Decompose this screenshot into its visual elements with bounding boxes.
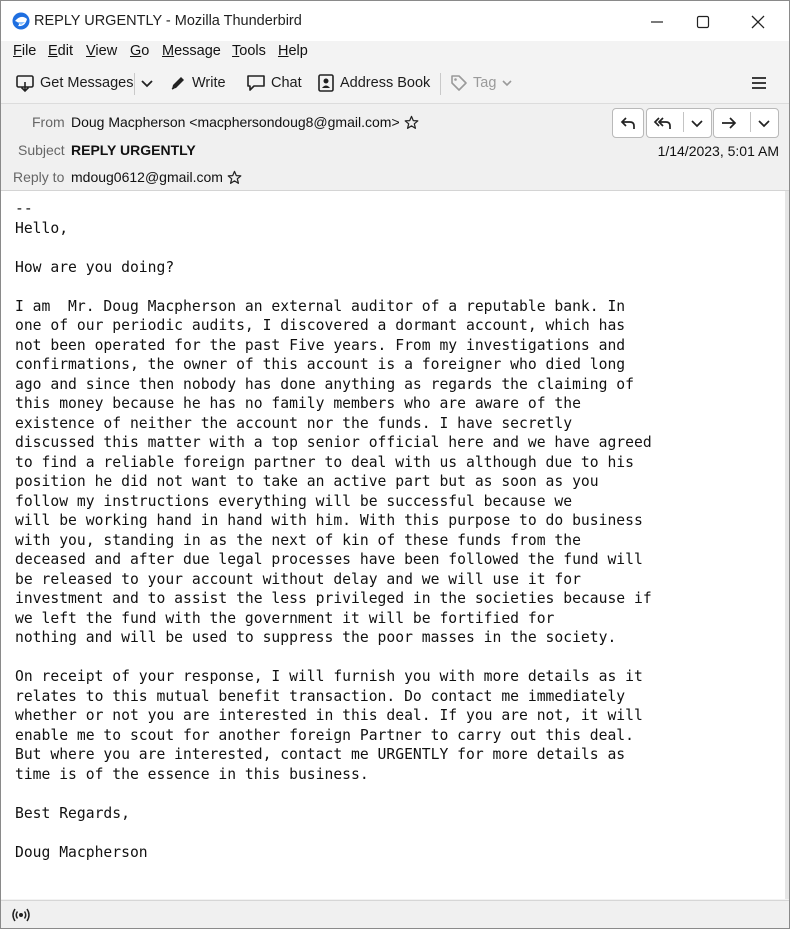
chevron-down-icon[interactable] bbox=[757, 116, 771, 130]
thunderbird-logo-icon bbox=[12, 12, 30, 30]
reply-to-field[interactable] bbox=[71, 169, 242, 185]
hamburger-menu-icon bbox=[751, 75, 767, 91]
message-header bbox=[1, 104, 789, 191]
maximize-icon bbox=[696, 15, 710, 29]
star-icon[interactable] bbox=[227, 170, 242, 185]
reply-to-label: Reply to bbox=[13, 169, 65, 185]
chevron-down-icon bbox=[140, 76, 154, 90]
address-book-button[interactable] bbox=[317, 71, 430, 95]
forward-icon bbox=[720, 115, 738, 131]
menu-tools[interactable]: Tools bbox=[232, 43, 266, 59]
reply-button[interactable] bbox=[612, 108, 644, 138]
reply-icon bbox=[620, 115, 636, 131]
button-divider bbox=[750, 112, 751, 132]
menu-message[interactable]: Message bbox=[162, 43, 221, 59]
from-label: From bbox=[32, 114, 65, 130]
chevron-down-icon[interactable] bbox=[690, 116, 704, 130]
maximize-button[interactable] bbox=[683, 9, 723, 35]
from-field[interactable] bbox=[71, 114, 419, 130]
tag-icon bbox=[450, 74, 468, 92]
chat-bubble-icon bbox=[246, 74, 266, 92]
write-button[interactable] bbox=[169, 71, 226, 95]
main-toolbar bbox=[1, 63, 789, 104]
forward-button[interactable] bbox=[713, 108, 779, 138]
status-bar bbox=[1, 900, 789, 929]
title-bar bbox=[1, 1, 789, 41]
chat-label: Chat bbox=[271, 75, 302, 91]
reply-all-icon bbox=[653, 115, 673, 131]
chevron-down-icon bbox=[501, 77, 513, 89]
window-title: REPLY URGENTLY - Mozilla Thunderbird bbox=[34, 13, 302, 29]
app-menu-button[interactable] bbox=[751, 71, 767, 95]
reply-to-value[interactable]: mdoug0612@gmail.com bbox=[71, 169, 223, 185]
star-icon[interactable] bbox=[404, 115, 419, 130]
minimize-button[interactable] bbox=[637, 9, 677, 35]
button-divider bbox=[683, 112, 684, 132]
subject-value: REPLY URGENTLY bbox=[71, 142, 196, 158]
menu-file[interactable]: File bbox=[13, 43, 37, 59]
pencil-icon bbox=[169, 74, 187, 92]
write-label: Write bbox=[192, 75, 226, 91]
menu-help[interactable]: Help bbox=[278, 43, 308, 59]
toolbar-separator bbox=[134, 73, 135, 95]
tag-button[interactable] bbox=[450, 71, 513, 95]
menu-go[interactable]: Go bbox=[130, 43, 150, 59]
message-body-pane[interactable] bbox=[1, 191, 789, 899]
close-button[interactable] bbox=[738, 9, 778, 35]
tag-label: Tag bbox=[473, 75, 497, 91]
download-mail-icon bbox=[15, 73, 35, 93]
reply-all-button[interactable] bbox=[646, 108, 712, 138]
minimize-icon bbox=[650, 15, 664, 29]
menu-edit[interactable]: Edit bbox=[48, 43, 73, 59]
chat-button[interactable] bbox=[246, 71, 302, 95]
get-messages-label: Get Messages bbox=[40, 75, 134, 91]
broadcast-icon[interactable] bbox=[11, 905, 31, 925]
get-messages-button[interactable] bbox=[15, 71, 134, 95]
toolbar-separator bbox=[440, 73, 441, 95]
address-book-label: Address Book bbox=[340, 75, 431, 91]
close-icon bbox=[751, 15, 765, 29]
address-book-icon bbox=[317, 73, 335, 93]
get-messages-dropdown[interactable] bbox=[140, 71, 154, 95]
message-body-text: -- Hello, How are you doing? I am Mr. Doug Macpherson an external auditor of a reputable bank. In one of our periodic audits, I discovered a dormant account, which has not been operated for the past Five years. From my investigations and confirmations, the owner of this account is a foreigner who died long ago and since then nobody has done anything as regards the claiming of this money because he has no family members who are aware of the existence of neither the account nor the funds. I have secretly discussed this matter with a top senior official here and we have agreed to find a reliable foreign partner to deal with us although due to his position he did not want to take an active part but as soon as you follow my instructions everything will be successful because we will be working hand in hand with him. With this purpose to do business with you, standing in as the next of kin of these funds from the deceased and after due legal processes have been followed the fund will be released to your account without delay and we will use it for investment and to assist the less privileged in the societies because if we left the fund with the government it will be fortified for nothing and will be used to suppress the poor masses in the society. On receipt of your response, I will furnish you with more details as it relates to this mutual benefit transaction. Do contact me immediately whether or not you are interested in this deal. If you are not, it will enable me to scout for another foreign Partner to carry out this deal. But where you are interested, contact me URGENTLY for more details as time is of the essence in this business. Best Regards, Doug Macpherson bbox=[15, 200, 652, 861]
menu-bar bbox=[1, 41, 789, 63]
subject-label: Subject bbox=[18, 142, 65, 158]
message-date: 1/14/2023, 5:01 AM bbox=[657, 143, 779, 159]
from-value[interactable]: Doug Macpherson <macphersondoug8@gmail.com> bbox=[71, 114, 400, 130]
menu-view[interactable]: View bbox=[86, 43, 118, 59]
